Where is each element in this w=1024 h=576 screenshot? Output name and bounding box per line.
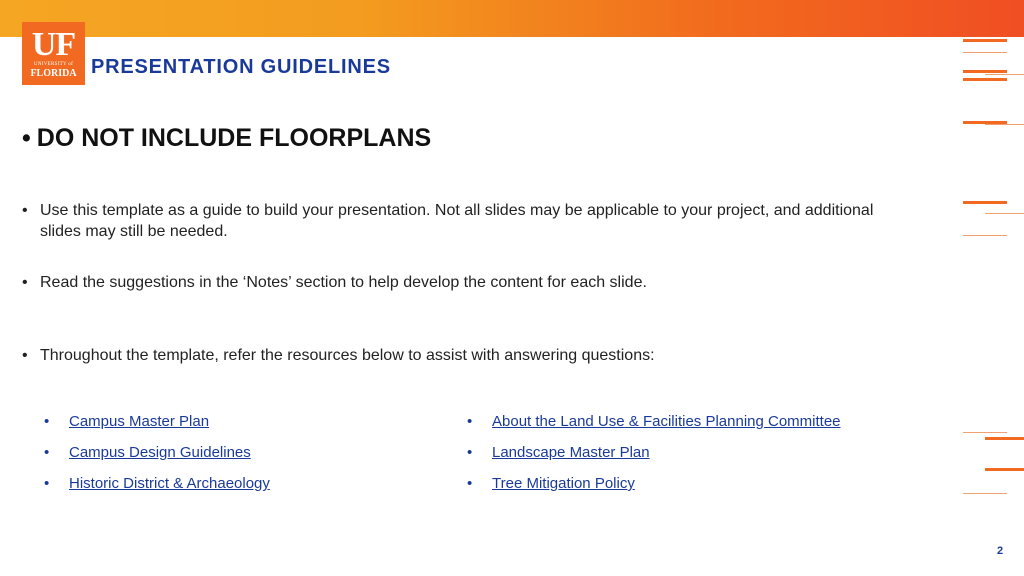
logo-florida-text: FLORIDA: [30, 68, 77, 79]
deco-line: [963, 235, 1007, 236]
link-land-use-committee[interactable]: About the Land Use & Facilities Planning Committee: [492, 413, 841, 430]
deco-line: [963, 493, 1007, 494]
uf-logo: [22, 22, 85, 85]
deco-line: [963, 432, 1007, 433]
deco-line: [985, 213, 1024, 214]
list-item: [44, 443, 270, 474]
bullet: •: [467, 413, 473, 430]
main-bullet: [22, 124, 431, 153]
list-item: [44, 412, 270, 443]
resource-links-right: [467, 412, 841, 505]
deco-line: [985, 468, 1024, 471]
guideline-paragraph: [22, 272, 902, 293]
link-campus-design-guidelines[interactable]: Campus Design Guidelines: [69, 444, 251, 461]
guideline-paragraph: [22, 200, 902, 242]
paragraph-text: Read the suggestions in the ‘Notes’ section to help develop the content for each slide.: [40, 274, 647, 291]
deco-line: [963, 52, 1007, 53]
bullet: •: [44, 444, 50, 461]
page-number: 2: [997, 545, 1004, 557]
bullet: •: [22, 274, 28, 291]
resource-links-left: [44, 412, 270, 505]
list-item: [467, 474, 841, 505]
bullet: •: [22, 124, 31, 152]
deco-line: [985, 74, 1024, 75]
deco-line: [963, 39, 1007, 42]
link-campus-master-plan[interactable]: Campus Master Plan: [69, 413, 210, 430]
link-historic-district[interactable]: Historic District & Archaeology: [69, 475, 270, 492]
list-item: [467, 443, 841, 474]
link-tree-mitigation-policy[interactable]: Tree Mitigation Policy: [492, 475, 635, 492]
link-landscape-master-plan[interactable]: Landscape Master Plan: [492, 444, 650, 461]
list-item: [44, 474, 270, 505]
bullet: •: [467, 475, 473, 492]
list-item: [467, 412, 841, 443]
deco-line: [963, 70, 1007, 73]
deco-line: [963, 201, 1007, 204]
deco-line: [963, 78, 1007, 81]
paragraph-text: Use this template as a guide to build your presentation. Not all slides may be applicable to your project, and additional slides may still be needed.: [40, 202, 874, 240]
bullet: •: [22, 202, 28, 219]
logo-mark: UF: [31, 26, 76, 63]
deco-line: [985, 124, 1024, 125]
main-bullet-text: DO NOT INCLUDE FLOORPLANS: [36, 124, 432, 152]
logo-university-text: UNIVERSITY of: [33, 62, 74, 67]
page-title: PRESENTATION GUIDELINES: [91, 56, 391, 78]
bullet: •: [44, 475, 50, 492]
top-gradient-bar: [0, 0, 1024, 37]
bullet: •: [467, 444, 473, 461]
guideline-paragraph: [22, 345, 902, 366]
deco-line: [985, 437, 1024, 440]
bullet: •: [44, 413, 50, 430]
bullet: •: [22, 347, 28, 364]
paragraph-text: Throughout the template, refer the resources below to assist with answering questions:: [40, 347, 655, 364]
